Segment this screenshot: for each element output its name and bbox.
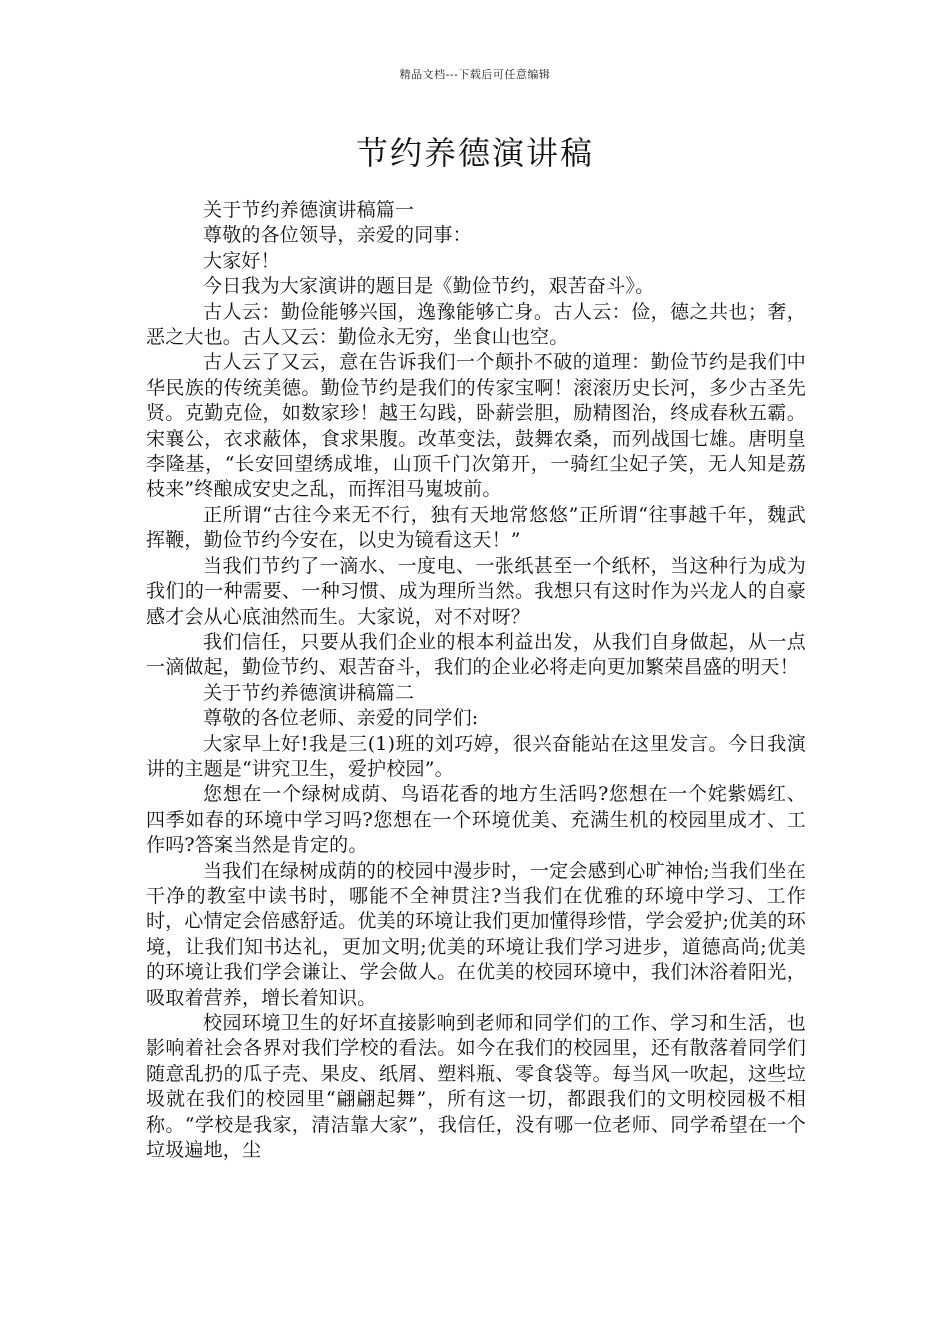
document-body — [146, 198, 806, 1163]
body-paragraph: 我们信任，只要从我们企业的根本利益出发，从我们自身做起，从一点一滴做起，勤俭节约、艰苦奋斗，我们的企业必将走向更加繁荣昌盛的明天！ — [146, 630, 806, 679]
body-paragraph: 当我们节约了一滴水、一度电、一张纸甚至一个纸杯，当这种行为成为我们的一种需要、一种习惯、成为理所当然。我想只有这时作为兴龙人的自豪感才会从心底油然而生。大家说，对不对呀？ — [146, 554, 806, 628]
body-paragraph: 当我们在绿树成荫的的校园中漫步时，一定会感到心旷神怡;当我们坐在干净的教室中读书时，哪能不全神贯注?当我们在优雅的环境中学习、工作时，心情定会倍感舒适。优美的环境让我们更加懂得珍惜，学会爱护;优美的环境，让我们知书达礼，更加文明;优美的环境让我们学习进步，道德高尚;优美的环境让我们学会谦让、学会做人。在优美的校园环境中，我们沐浴着阳光，吸取着营养，增长着知识。 — [146, 859, 806, 1009]
salutation-paragraph: 尊敬的各位老师、亲爱的同学们: — [203, 707, 479, 730]
greeting-paragraph: 大家好！ — [203, 249, 280, 272]
salutation-paragraph: 尊敬的各位领导，亲爱的同事： — [203, 224, 472, 247]
heading-part-one: 关于节约养德演讲稿篇一 — [203, 199, 415, 221]
heading-part-two: 关于节约养德演讲稿篇二 — [203, 681, 415, 704]
body-paragraph: 校园环境卫生的好坏直接影响到老师和同学们的工作、学习和生活，也影响着社会各界对我们学校的看法。如今在我们的校园里，还有散落着同学们随意乱扔的瓜子壳、果皮、纸屑、塑料瓶、零食袋等。每当风一吹起，这些垃圾就在我们的校园里“翩翩起舞”，所有这一切，都跟我们的文明校园极不相称。“学校是我家，清洁靠大家”，我信任，没有哪一位老师、同学希望在一个垃圾遍地，尘 — [146, 1012, 806, 1162]
body-paragraph: 正所谓“古往今来无不行，独有天地常悠悠”正所谓“往事越千年，魏武挥鞭，勤俭节约今安在，以史为镜看这天！” — [146, 503, 806, 552]
body-paragraph: 您想在一个绿树成荫、鸟语花香的地方生活吗?您想在一个姹紫嫣红、四季如春的环境中学习吗?您想在一个环境优美、充满生机的校园里成才、工作吗?答案当然是肯定的。 — [146, 783, 806, 857]
body-paragraph: 古人云：勤俭能够兴国，逸豫能够亡身。古人云：俭，德之共也；奢，恶之大也。古人又云：勤俭永无穷，坐食山也空。 — [146, 300, 806, 349]
document-title: 节约养德演讲稿 — [355, 134, 594, 172]
topic-paragraph: 今日我为大家演讲的题目是《勤俭节约，艰苦奋斗》。 — [203, 275, 655, 298]
page-header-note: 精品文档---下载后可任意编辑 — [399, 68, 551, 81]
body-paragraph: 古人云了又云，意在告诉我们一个颠扑不破的道理：勤俭节约是我们中华民族的传统美德。勤俭节约是我们的传家宝啊！滚滚历史长河，多少古圣先贤。克勤克俭，如数家珍！越王勾践，卧薪尝胆，励精图治，终成春秋五霸。宋襄公，衣求蔽体，食求果腹。改革变法，鼓舞农桑，而列战国七雄。唐明皇李隆基，“长安回望绣成堆，山顶千门次第开，一骑红尘妃子笑，无人知是荔枝来”终酿成安史之乱，而挥泪马嵬坡前。 — [146, 351, 806, 501]
greeting-paragraph: 大家早上好!我是三(1)班的刘巧婷，很兴奋能站在这里发言。今日我演讲的主题是“讲究卫生，爱护校园”。 — [146, 732, 806, 780]
